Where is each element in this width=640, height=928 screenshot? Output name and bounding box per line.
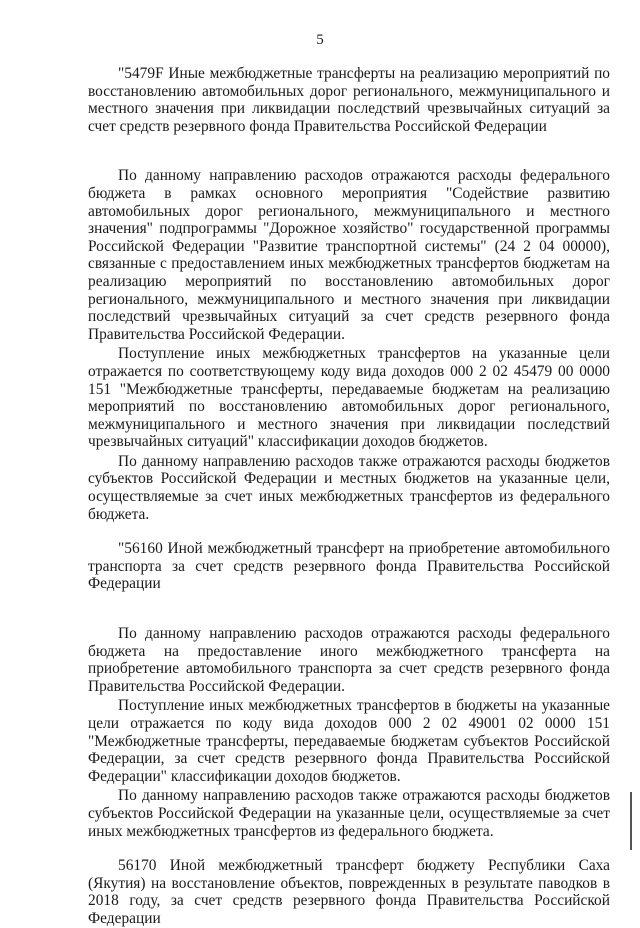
- paragraph: Поступление иных межбюджетных трансфертов на указанные цели отражается по соответствующему коду вида доходов 000 2 02 45479 00 0000 151 "Межбюджетные трансферты, передаваемые бюджетам на реализацию мероприятий по восстановлению автомобильных дорог регионального, межмуниципального и местного значения при ликвидации последствий чрезвычайных ситуаций" классификации доходов бюджетов.: [88, 345, 610, 451]
- document-body: [88, 65, 610, 928]
- section-heading-5479f: "5479F Иные межбюджетные трансферты на реализацию мероприятий по восстановлению автомобильных дорог регионального, межмуниципального и местного значения при ликвидации последствий чрезвычайных ситуаций за счет средств резервного фонда Правительства Российской Федерации: [88, 65, 610, 135]
- paragraph: По данному направлению расходов также отражаются расходы бюджетов субъектов Российской Федерации на указанные цели, осуществляемые за счет иных межбюджетных трансфертов из федерального бюджета.: [88, 787, 610, 840]
- paragraph: По данному направлению расходов отражаются расходы федерального бюджета в рамках основного мероприятия "Содействие развитию автомобильных дорог регионального, межмуниципального и местного значения" подпрограммы "Дорожное хозяйство" государственной программы Российской Федерации "Развитие транспортной системы" (24 2 04 00000), связанные с предоставлением иных межбюджетных трансфертов бюджетам на реализацию мероприятий по восстановлению автомобильных дорог регионального, межмуниципального и местного значения при ликвидации последствий чрезвычайных ситуаций за счет средств резервного фонда Правительства Российской Федерации.: [88, 167, 610, 343]
- page-number: 5: [316, 32, 324, 48]
- paragraph: Поступление иных межбюджетных трансфертов в бюджеты на указанные цели отражается по коду вида доходов 000 2 02 49001 02 0000 151 "Межбюджетные трансферты, передаваемые бюджетам субъектов Российской Федерации, за счет средств резервного фонда Правительства Российской Федерации" классификации доходов бюджетов.: [88, 697, 610, 785]
- section-heading-56170: 56170 Иной межбюджетный трансферт бюджету Республики Саха (Якутия) на восстановление объектов, поврежденных в результате паводков в 2018 году, за счет средств резервного фонда Правительства Российской Федерации: [88, 857, 610, 927]
- scan-edge-mark: [630, 792, 632, 850]
- section-heading-56160: "56160 Иной межбюджетный трансферт на приобретение автомобильного транспорта за счет средств резервного фонда Правительства Российской Федерации: [88, 540, 610, 593]
- paragraph: По данному направлению расходов также отражаются расходы бюджетов субъектов Российской Федерации и местных бюджетов на указанные цели, осуществляемые за счет иных межбюджетных трансфертов из федерального бюджета.: [88, 452, 610, 523]
- paragraph: По данному направлению расходов отражаются расходы федерального бюджета на предоставление иного межбюджетного трансферта на приобретение автомобильного транспорта за счет средств резервного фонда Правительства Российской Федерации.: [88, 625, 610, 695]
